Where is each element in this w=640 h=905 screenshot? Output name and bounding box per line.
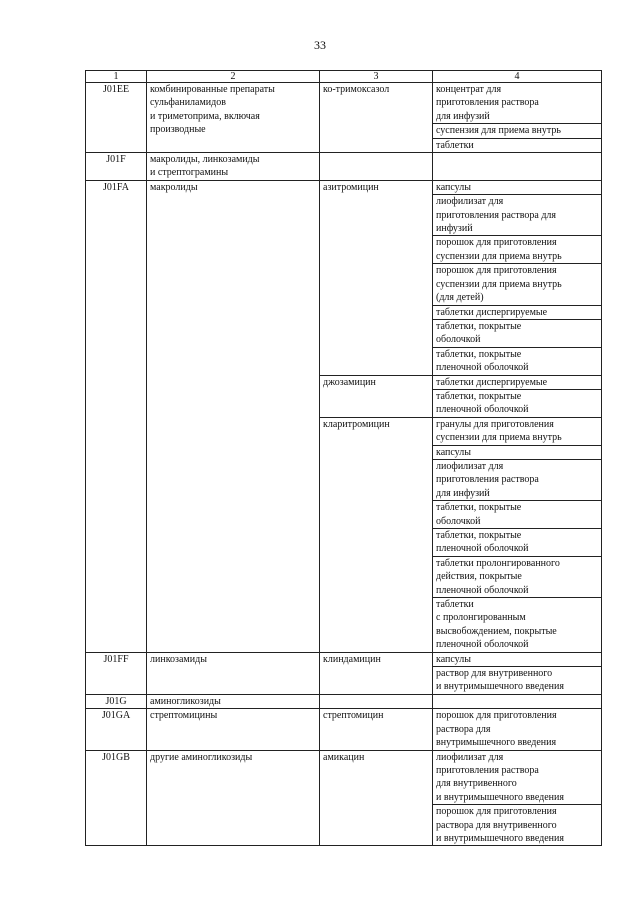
group-name-cell: комбинированные препараты сульфаниламидов и триметоприма, включая производные	[147, 83, 320, 153]
drug-name-cell: джозамицин	[320, 375, 433, 417]
group-name-cell: аминогликозиды	[147, 694, 320, 708]
table-row	[86, 652, 602, 666]
dosage-form-cell: порошок для приготовления раствора для внутримышечного введения	[433, 709, 602, 750]
dosage-form-cell: суспензия для приема внутрь	[433, 124, 602, 138]
dosage-form-cell: лиофилизат для приготовления раствора для инфузий	[433, 459, 602, 500]
dosage-form-cell: капсулы	[433, 652, 602, 666]
dosage-form-cell: таблетки диспергируемые	[433, 305, 602, 319]
table-row	[86, 694, 602, 708]
atc-code-cell: J01FA	[86, 180, 147, 652]
dosage-form-cell: порошок для приготовления раствора для внутривенного и внутримышечного введения	[433, 805, 602, 846]
dosage-form-cell: лиофилизат для приготовления раствора для инфузий	[433, 195, 602, 236]
dosage-form-cell: таблетки, покрытые пленочной оболочкой	[433, 347, 602, 375]
dosage-form-cell: капсулы	[433, 180, 602, 194]
drug-name-cell: стрептомицин	[320, 709, 433, 750]
table-header	[86, 71, 602, 83]
group-name-cell: макролиды	[147, 180, 320, 652]
atc-code-cell: J01GA	[86, 709, 147, 750]
atc-code-cell: J01EE	[86, 83, 147, 153]
dosage-form-cell: таблетки диспергируемые	[433, 375, 602, 389]
table-row	[86, 153, 602, 181]
drug-name-cell	[320, 694, 433, 708]
group-name-cell: другие аминогликозиды	[147, 750, 320, 846]
dosage-form-cell	[433, 694, 602, 708]
column-header: 2	[147, 71, 320, 83]
table-row	[86, 709, 602, 750]
drug-name-cell: ко-тримоксазол	[320, 83, 433, 153]
dosage-form-cell: раствор для внутривенного и внутримышечного введения	[433, 667, 602, 695]
dosage-form-cell: капсулы	[433, 445, 602, 459]
atc-code-cell: J01G	[86, 694, 147, 708]
atc-code-cell: J01F	[86, 153, 147, 181]
dosage-form-cell: концентрат для приготовления раствора для инфузий	[433, 83, 602, 124]
drug-name-cell: амикацин	[320, 750, 433, 846]
column-header: 3	[320, 71, 433, 83]
table-row	[86, 180, 602, 194]
dosage-form-cell	[433, 153, 602, 181]
table-row	[86, 83, 602, 124]
dosage-form-cell: порошок для приготовления суспензии для приема внутрь (для детей)	[433, 264, 602, 305]
group-name-cell: стрептомицины	[147, 709, 320, 750]
dosage-form-cell: лиофилизат для приготовления раствора для внутривенного и внутримышечного введения	[433, 750, 602, 805]
column-header: 4	[433, 71, 602, 83]
table-row	[86, 750, 602, 805]
dosage-form-cell: таблетки пролонгированного действия, покрытые пленочной оболочкой	[433, 556, 602, 597]
atc-code-cell: J01FF	[86, 652, 147, 694]
group-name-cell: линкозамиды	[147, 652, 320, 694]
drug-name-cell: кларитромицин	[320, 417, 433, 652]
drug-name-cell: клиндамицин	[320, 652, 433, 694]
drug-name-cell: азитромицин	[320, 180, 433, 375]
dosage-form-cell: таблетки, покрытые оболочкой	[433, 501, 602, 529]
page-number: 33	[314, 38, 326, 52]
dosage-form-cell: таблетки, покрытые пленочной оболочкой	[433, 389, 602, 417]
group-name-cell: макролиды, линкозамиды и стрептограмины	[147, 153, 320, 181]
drug-name-cell	[320, 153, 433, 181]
dosage-form-cell: порошок для приготовления суспензии для приема внутрь	[433, 236, 602, 264]
table-body	[86, 83, 602, 846]
drug-table	[85, 70, 602, 846]
dosage-form-cell: таблетки, покрытые пленочной оболочкой	[433, 529, 602, 557]
dosage-form-cell: таблетки	[433, 138, 602, 152]
column-header: 1	[86, 71, 147, 83]
dosage-form-cell: таблетки, покрытые оболочкой	[433, 319, 602, 347]
dosage-form-cell: гранулы для приготовления суспензии для приема внутрь	[433, 417, 602, 445]
atc-code-cell: J01GB	[86, 750, 147, 846]
dosage-form-cell: таблетки с пролонгированным высвобождением, покрытые пленочной оболочкой	[433, 598, 602, 653]
